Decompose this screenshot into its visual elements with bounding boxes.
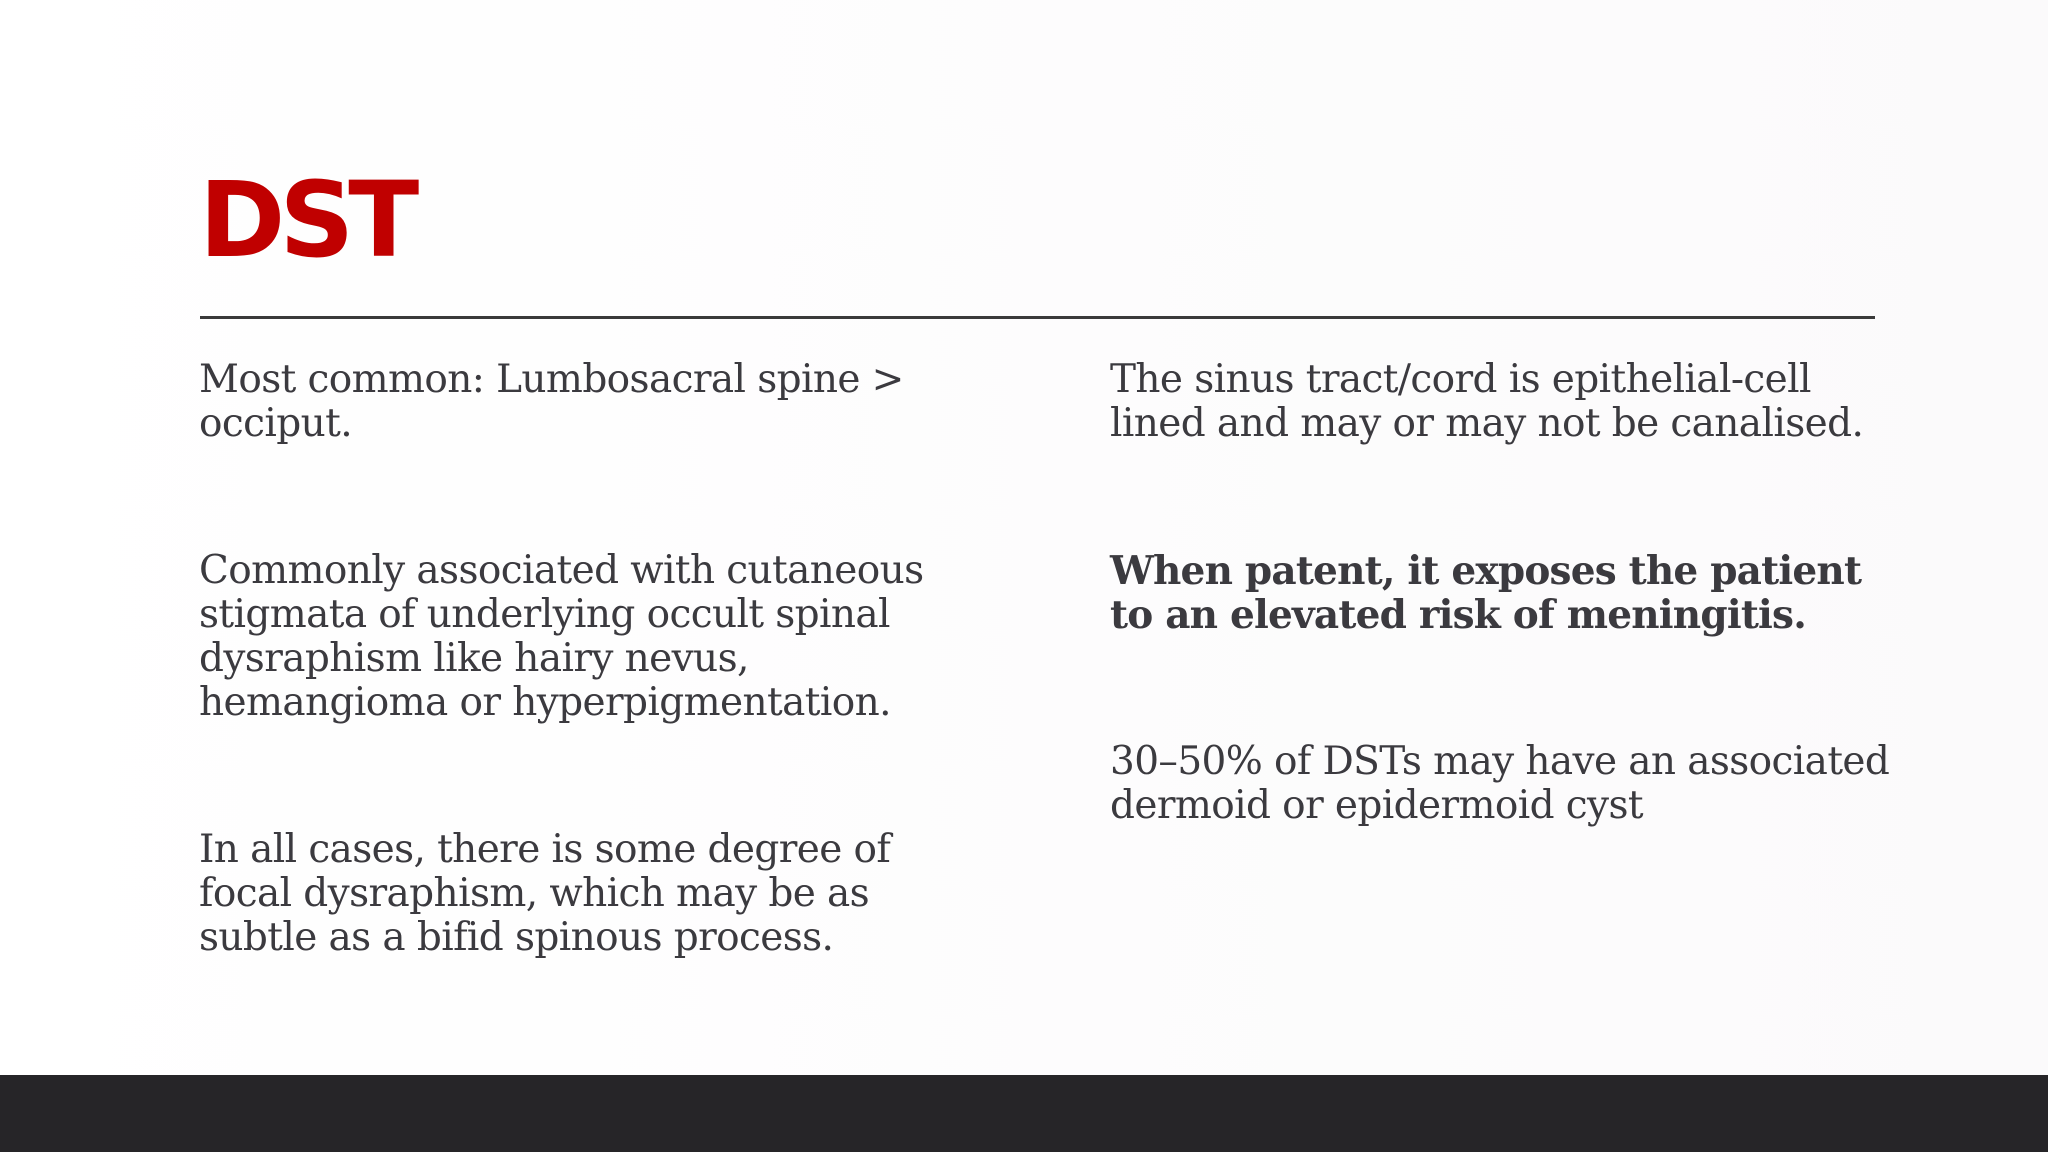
left-paragraph-3: In all cases, there is some degree of focal dysraphism, which may be as subtle as a bifid spinous process. [199,827,891,960]
title-divider [200,316,1875,319]
left-paragraph-2: Commonly associated with cutaneous stigmata of underlying occult spinal dysraphism like hairy nevus, hemangioma or hyperpigmentation. [199,548,924,725]
right-paragraph-2: When patent, it exposes the patient to an elevated risk of meningitis. [1110,548,1862,638]
right-paragraph-1: The sinus tract/cord is epithelial-cell lined and may or may not be canalised. [1110,357,1864,446]
right-paragraph-3: 30–50% of DSTs may have an associated dermoid or epidermoid cyst [1110,739,1890,828]
left-paragraph-1: Most common: Lumbosacral spine > occiput. [199,357,904,446]
footer-bar [0,1075,2048,1152]
slide-title: DST [199,159,414,281]
